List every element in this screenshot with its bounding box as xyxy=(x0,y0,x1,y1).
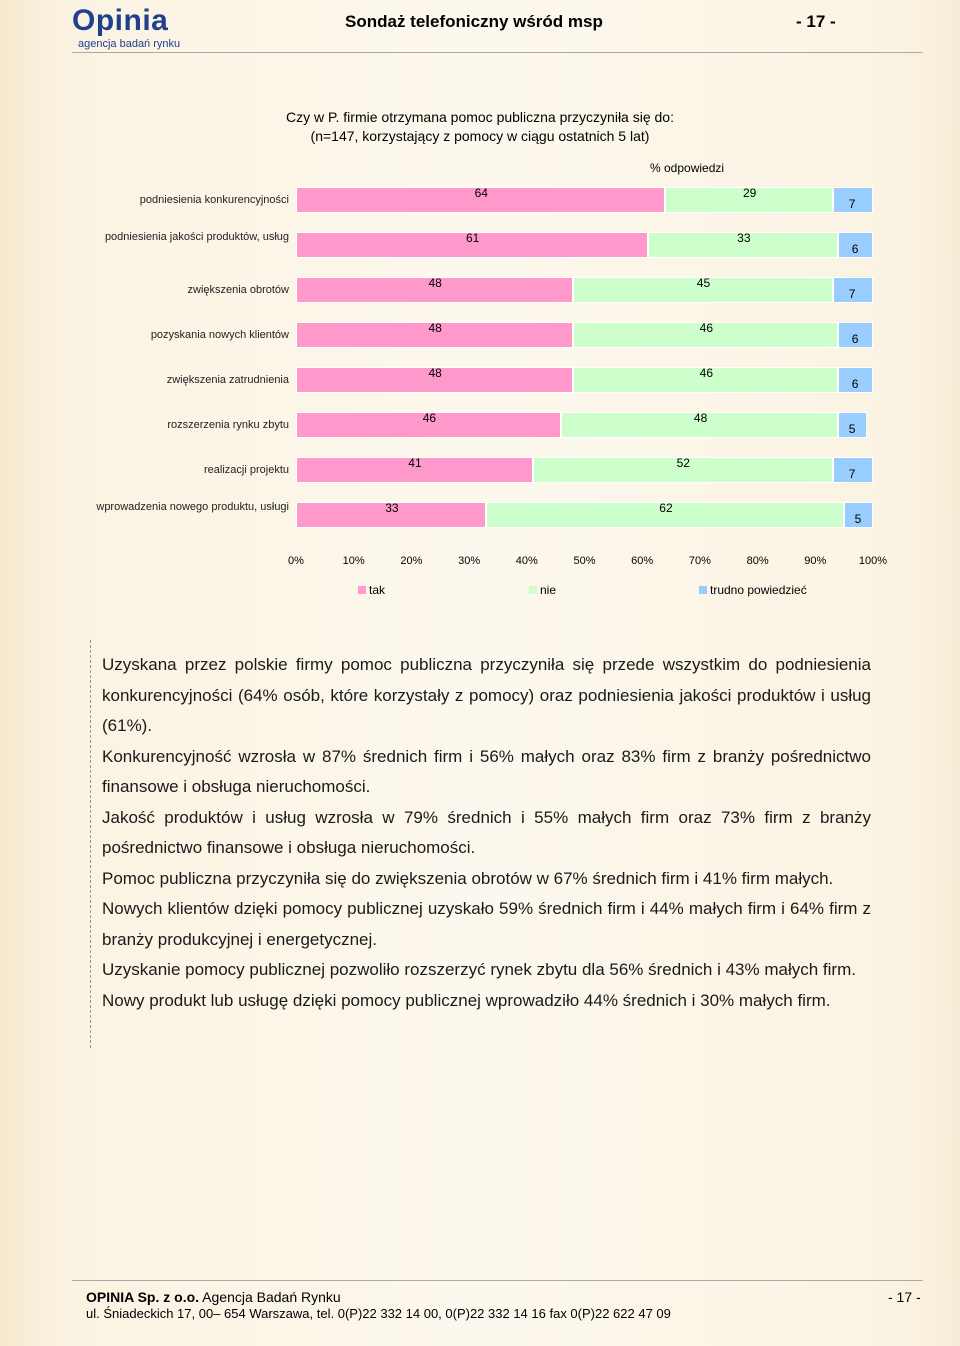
data-label-trudno-powiedziec: 7 xyxy=(848,197,856,211)
margin-dashed-line xyxy=(90,640,91,1048)
paragraph: Jakość produktów i usług wzrosła w 79% średnich i 55% małych firm oraz 73% firm z branży pośrednictwo finansowe i obsługa nieruchomości. xyxy=(102,807,871,857)
x-tick-label: 90% xyxy=(804,555,827,567)
paragraph: Nowy produkt lub usługę dzięki pomocy publicznej wprowadziło 44% średnich i 30% małych firm. xyxy=(102,990,831,1010)
category-label: realizacji projektu xyxy=(204,464,289,476)
footer-divider xyxy=(72,1280,923,1281)
data-label-nie: 62 xyxy=(659,501,673,515)
data-label-nie: 33 xyxy=(737,231,751,245)
legend-label-tak: tak xyxy=(369,583,386,597)
data-label-tak: 48 xyxy=(428,366,442,380)
x-tick-label: 10% xyxy=(342,555,365,567)
chart-title: Czy w P. firmie otrzymana pomoc publiczna przyczyniła się do: xyxy=(285,109,674,125)
bar-row xyxy=(296,277,873,303)
bar-row xyxy=(296,232,873,258)
data-label-trudno-powiedziec: 7 xyxy=(848,287,856,301)
logo-tagline: agencja badań rynku xyxy=(78,38,181,50)
footer-company-desc: Agencja Badań Rynku xyxy=(199,1289,341,1305)
data-label-tak: 41 xyxy=(408,456,422,470)
paragraph: Nowych klientów dzięki pomocy publicznej uzyskało 59% średnich firm i 44% małych firm i 64% firm z branży produkcyjnej i energetycznej. xyxy=(102,899,871,949)
paragraph: Konkurencyjność wzrosła w 87% średnich firm i 56% małych oraz 83% firm z branży pośrednictwo finansowe i obsługa nieruchomości. xyxy=(102,746,871,796)
data-label-trudno-powiedziec: 5 xyxy=(848,422,856,436)
legend-swatch-trudno-powiedziec xyxy=(699,586,707,594)
bar-row xyxy=(296,187,873,213)
category-label: rozszerzenia rynku zbytu xyxy=(167,419,289,431)
data-label-trudno-powiedziec: 6 xyxy=(851,377,859,391)
body-text xyxy=(102,650,871,1016)
data-label-tak: 48 xyxy=(428,321,442,335)
footer-company-name: OPINIA Sp. z o.o. xyxy=(86,1289,200,1305)
data-label-trudno-powiedziec: 6 xyxy=(851,242,859,256)
legend-label-nie: nie xyxy=(540,583,557,597)
footer-address: ul. Śniadeckich 17, 00– 654 Warszawa, tel. 0(P)22 332 14 00, 0(P)22 332 14 16 fax 0(P)22 622 47 09 xyxy=(86,1306,671,1321)
data-label-tak: 61 xyxy=(465,231,480,245)
x-tick-label: 50% xyxy=(573,555,596,567)
category-label: wprowadzenia nowego produktu, usługi xyxy=(96,501,289,513)
paragraph: Uzyskana przez polskie firmy pomoc publiczna przyczyniła się przede wszystkim do podniesienia konkurencyjności (64% osób, które korzystały z pomocy) oraz podniesienia jakości produktów i usług (61%). xyxy=(102,655,871,735)
data-label-tak: 46 xyxy=(422,411,437,425)
data-label-tak: 64 xyxy=(474,186,488,200)
category-label: podniesienia konkurencyjności xyxy=(139,194,289,206)
x-tick-label: 80% xyxy=(746,555,769,567)
chart-unit-label: % odpowiedzi xyxy=(650,161,725,175)
document-title: Sondaż telefoniczny wśród msp xyxy=(345,12,603,31)
data-label-nie: 46 xyxy=(699,366,714,380)
paragraph: Uzyskanie pomocy publicznej pozwoliło rozszerzyć rynek zbytu dla 56% średnich i 43% małych firm. xyxy=(102,960,856,979)
legend-label-trudno-powiedziec: trudno powiedzieć xyxy=(710,583,807,597)
data-label-trudno-powiedziec: 6 xyxy=(851,332,859,346)
paragraph: Pomoc publiczna przyczyniła się do zwiększenia obrotów w 67% średnich firm i 41% firm małych. xyxy=(102,868,834,888)
data-label-nie: 52 xyxy=(676,456,690,470)
footer-company xyxy=(86,1289,341,1305)
data-label-nie: 29 xyxy=(742,186,757,200)
x-tick-label: 60% xyxy=(631,555,654,567)
company-logo xyxy=(72,6,187,50)
category-label: podniesienia jakości produktów, usług xyxy=(104,231,289,243)
x-tick-label: 40% xyxy=(515,555,538,567)
data-label-nie: 48 xyxy=(693,411,708,425)
bar-row xyxy=(296,412,873,438)
category-label: zwiększenia zatrudnienia xyxy=(166,374,289,386)
bar-row xyxy=(296,322,873,348)
data-label-tak: 33 xyxy=(385,501,399,515)
x-tick-label: 0% xyxy=(288,555,304,567)
header-page-number: - 17 - xyxy=(796,12,836,31)
bar-row xyxy=(296,367,873,393)
data-label-trudno-powiedziec: 7 xyxy=(848,467,856,481)
data-label-trudno-powiedziec: 5 xyxy=(854,512,862,526)
legend-swatch-nie xyxy=(529,586,537,594)
legend-swatch-tak xyxy=(358,586,366,594)
x-tick-label: 70% xyxy=(688,555,711,567)
category-label: zwiększenia obrotów xyxy=(187,284,289,296)
footer-page-number: - 17 - xyxy=(888,1289,921,1305)
x-tick-label: 100% xyxy=(858,555,888,567)
bar-row xyxy=(296,457,873,483)
category-label: pozyskania nowych klientów xyxy=(150,329,289,341)
x-tick-label: 20% xyxy=(400,555,423,567)
header-divider xyxy=(72,52,923,53)
logo-wordmark: Opinia xyxy=(72,4,169,37)
bar-row xyxy=(296,502,873,528)
page-header xyxy=(0,0,960,60)
data-label-nie: 46 xyxy=(699,321,714,335)
chart-subtitle: (n=147, korzystający z pomocy w ciągu ostatnich 5 lat) xyxy=(310,128,650,144)
data-label-nie: 45 xyxy=(696,276,711,290)
x-tick-label: 30% xyxy=(458,555,481,567)
data-label-tak: 48 xyxy=(428,276,442,290)
